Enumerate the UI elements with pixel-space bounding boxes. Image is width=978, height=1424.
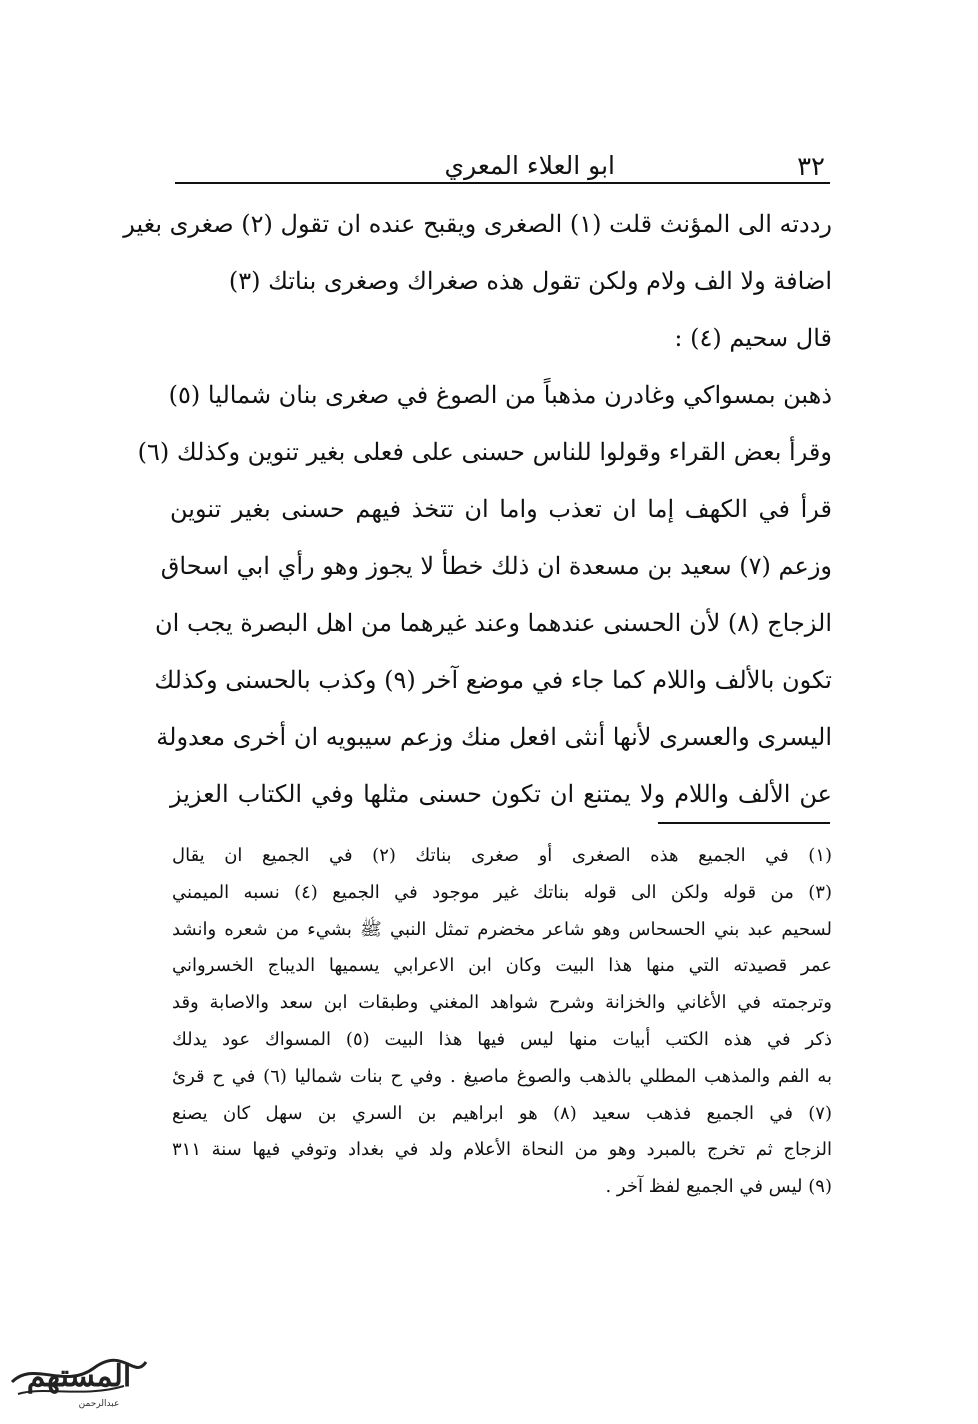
text-line: اضافة ولا الف ولام ولكن تقول هذه صغراك وصغرى بناتك (٣) [228, 267, 832, 295]
watermark-logo [4, 1340, 154, 1412]
running-title: ابو العلاء المعري [444, 151, 615, 180]
watermark-subtext: عبدالرحمن [78, 1399, 120, 1409]
text-line: قال سحيم (٤) : [674, 324, 832, 352]
text-line: قرأ في الكهف إما ان تعذب واما ان تتخذ فيهم حسنى بغير تنوين [170, 495, 832, 523]
text-line: وزعم (٧) سعيد بن مسعدة ان ذلك خطأ لا يجوز وهو رأي ابي اسحاق [160, 552, 832, 580]
page-header [175, 140, 830, 182]
footnote-line: وترجمته في الأغاني والخزانة وشرح شواهد المغني وطبقات ابن سعد والاصابة وقد [172, 992, 832, 1014]
verse-line: ذهبن بمسواكي وغادرن مذهباً من الصوغ في صغرى بنان شماليا (٥) [168, 381, 832, 409]
footnote-line: (٧) في الجميع فذهب سعيد (٨) هو ابراهيم بن السري بن سهل كان يصنع [172, 1102, 832, 1124]
footnote-line: به الفم والمذهب المطلي بالذهب والصوغ ماصيغ . وفي ح بنات شماليا (٦) في ح قرئ [172, 1065, 832, 1087]
footnote-rule [658, 822, 830, 824]
footnote-line: الزجاج ثم تخرج بالمبرد وهو من النحاة الأعلام ولد في بغداد وتوفي فيها سنة ٣١١ [172, 1139, 832, 1161]
text-line: رددته الى المؤنث قلت (١) الصغرى ويقبح عنده ان تقول (٢) صغرى بغير [123, 210, 832, 238]
text-line: الزجاج (٨) لأن الحسنى عندهما وعند غيرهما من اهل البصرة يجب ان [155, 609, 832, 637]
main-text [123, 196, 832, 823]
footnote-line: (١) في الجميع هذه الصغرى أو صغرى بناتك (٢) في الجميع ان يقال [172, 845, 833, 866]
footnote-line: (٣) من قوله ولكن الى قوله بناتك غير موجود في الجميع (٤) نسبه الميمني [172, 881, 832, 903]
text-line: اليسرى والعسرى لأنها أنثى افعل منك وزعم سيبويه ان أخرى معدولة [156, 723, 832, 751]
footnote-line: ذكر في هذه الكتب أبيات منها ليس فيها هذا البيت (٥) المسواك عود يدلك [172, 1028, 832, 1050]
watermark-text: المستهم [26, 1359, 132, 1394]
text-line: عن الألف واللام ولا يمتنع ان تكون حسنى مثلها وفي الكتاب العزيز [170, 780, 832, 808]
text-line: تكون بالألف واللام كما جاء في موضع آخر (٩) وكذب بالحسنى وكذلك [154, 666, 832, 694]
footnote-line: عمر قصيدته التي منها هذا البيت وكان ابن الاعرابي يسميها الديباج الخسرواني [172, 955, 832, 977]
header-rule [175, 182, 830, 184]
footnote-line: لسحيم عبد بني الحسحاس وهو شاعر مخضرم تمثل النبي ﷺ بشيء من شعره وانشد [172, 918, 832, 940]
footnote-line: (٩) ليس في الجميع لفظ آخر . [605, 1176, 832, 1198]
page-number: ٣٢ [797, 152, 825, 182]
footnotes [172, 838, 832, 1206]
text-line: وقرأ بعض القراء وقولوا للناس حسنى على فعلى بغير تنوين وكذلك (٦) [137, 438, 832, 466]
